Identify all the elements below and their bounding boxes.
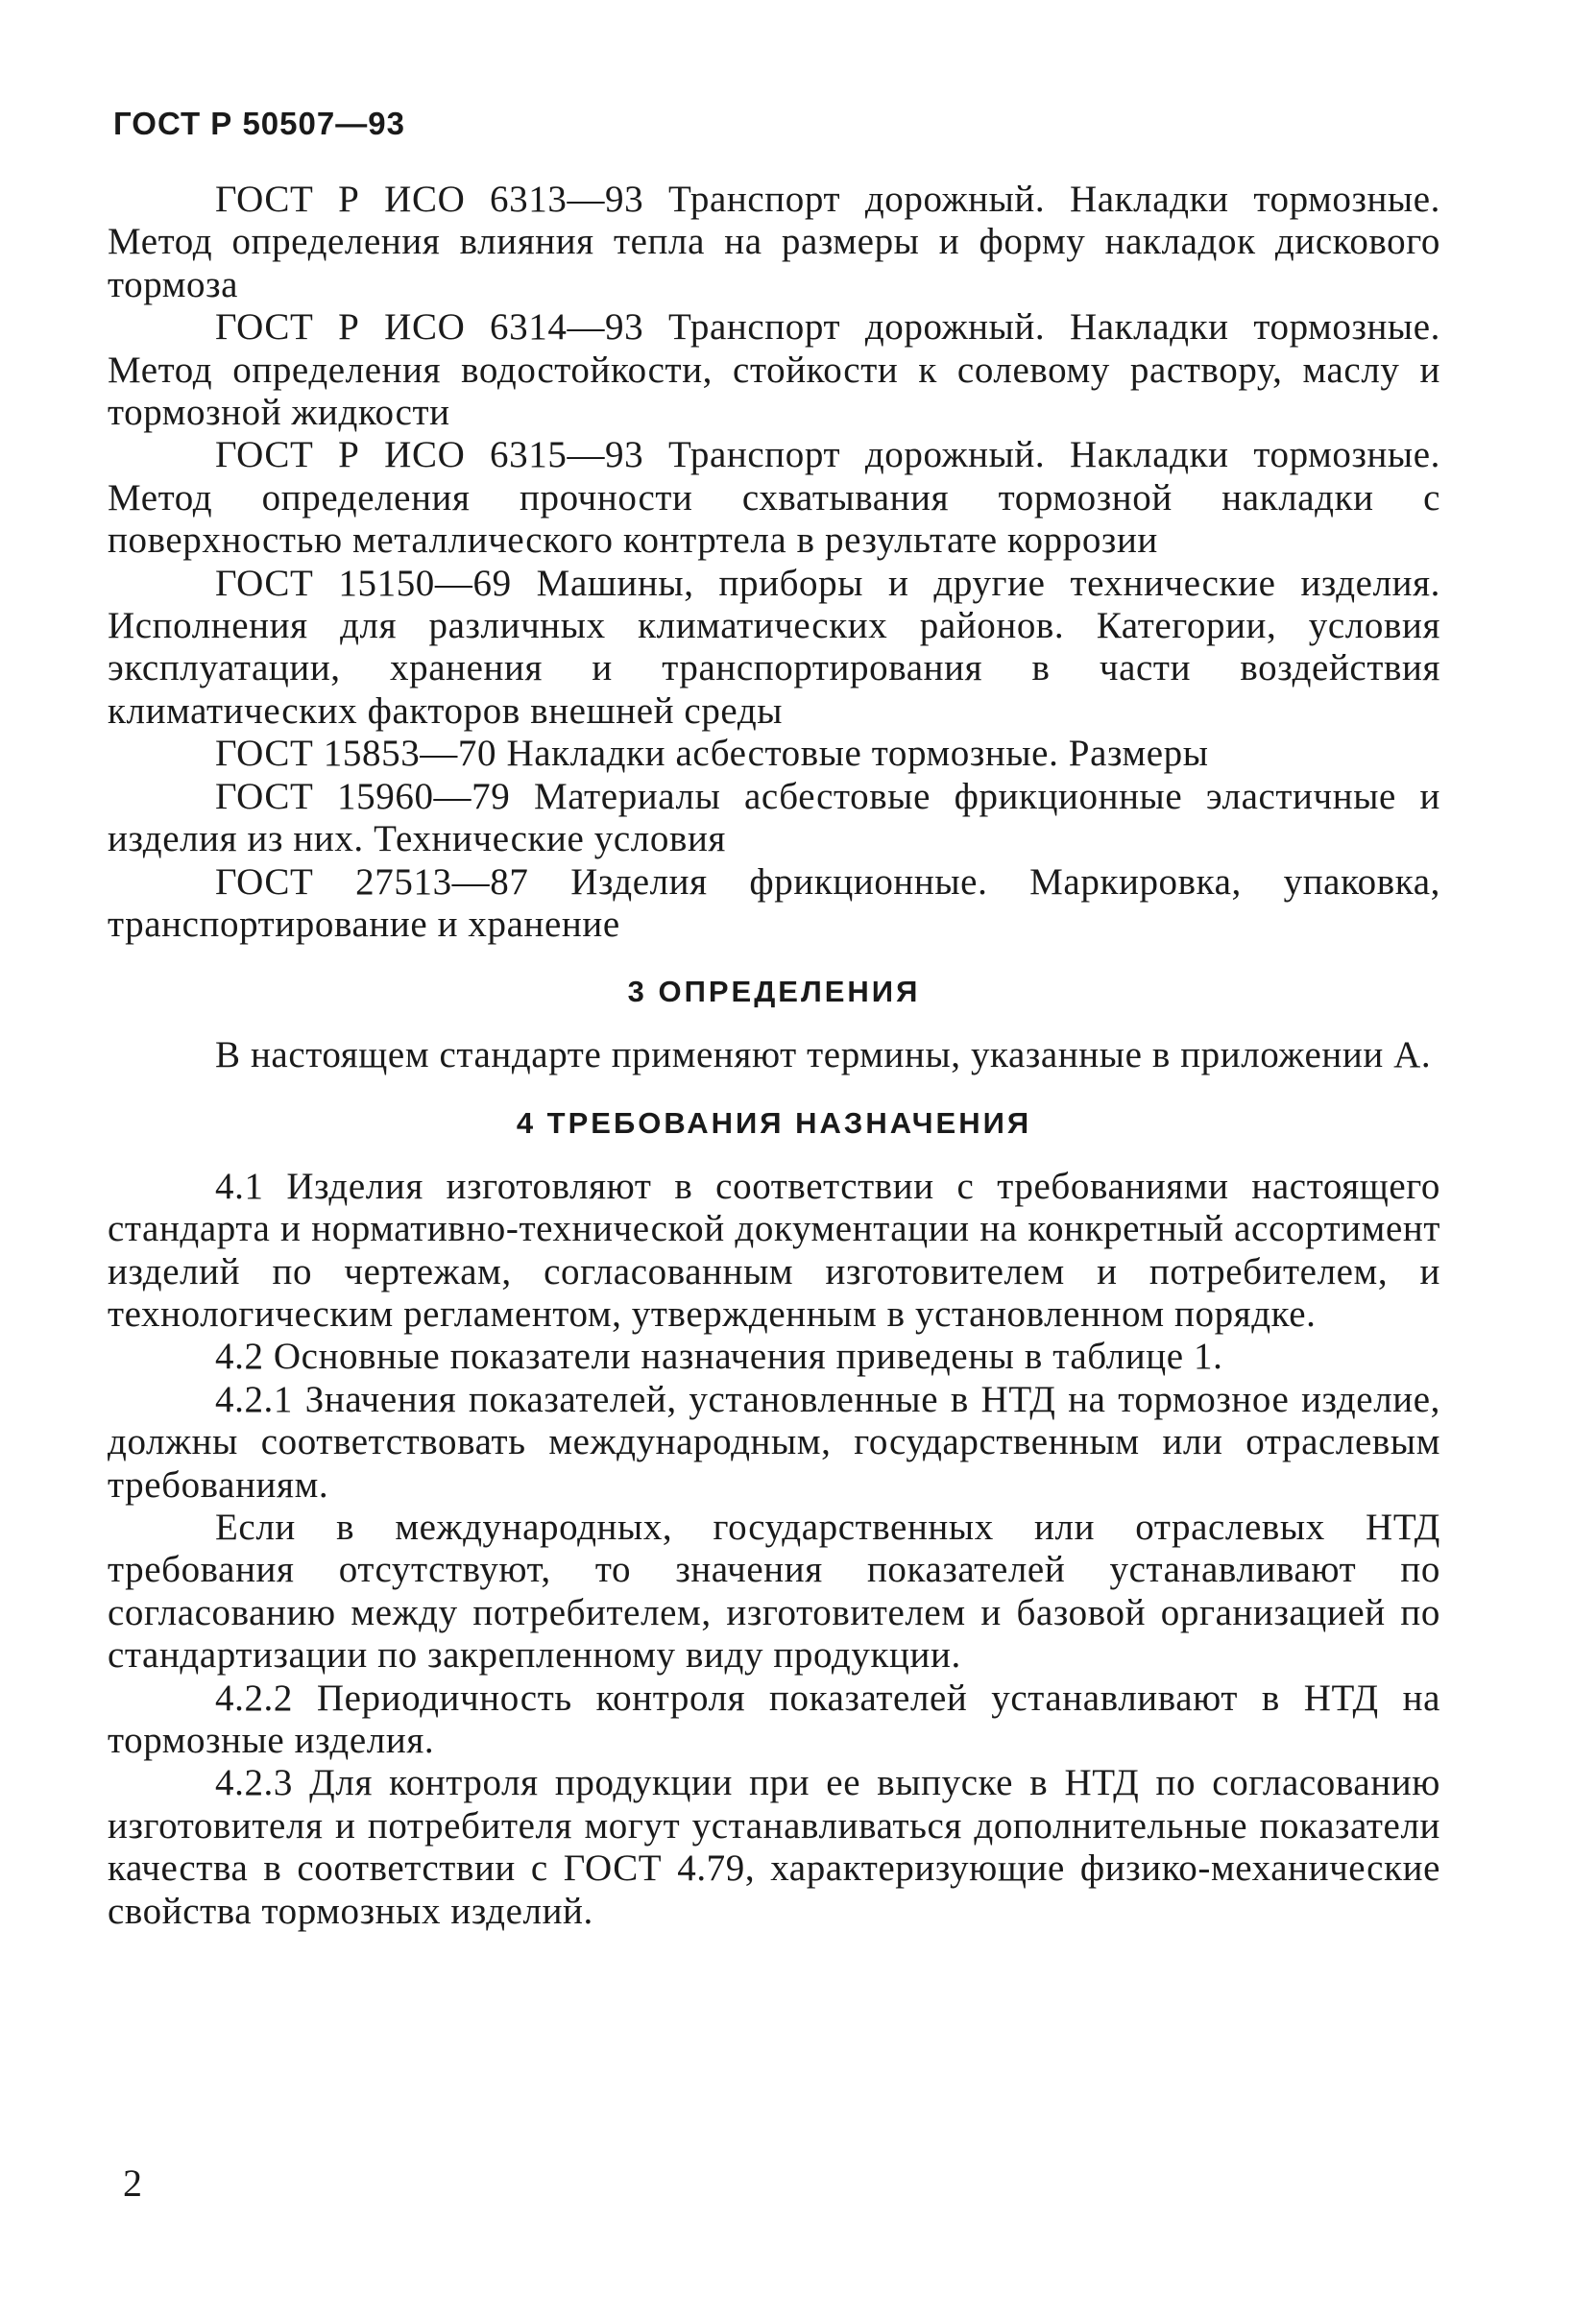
section-3-paragraph: В настоящем стандарте применяют термины, указанные в приложении А. — [215, 1034, 1432, 1076]
document-code-header: ГОСТ Р 50507—93 — [113, 106, 405, 141]
reference-item: ГОСТ 15960—79 Материалы асбестовые фрикционные эластичные и изделия из них. Технические условия — [108, 775, 1440, 860]
reference-item: ГОСТ 15150—69 Машины, приборы и другие технические изделия. Исполнения для различных климатических районов. Категории, условия эксплуатации, хранения и транспортирования в части воздействия климатических факторов внешней среды — [108, 562, 1440, 732]
reference-item: ГОСТ 15853—70 Накладки асбестовые тормозные. Размеры — [215, 733, 1209, 775]
clause-4-2-1: 4.2.1 Значения показателей, установленные в НТД на тормозное изделие, должны соответствовать международным, государственным или отраслевым требованиям. — [108, 1378, 1440, 1506]
clause-4-2-3: 4.2.3 Для контроля продукции при ее выпуске в НТД по согласованию изготовителя и потребителя могут устанавливаться дополнительные показатели качества в соответствии с ГОСТ 4.79, характеризующие физико-механические свойства тормозных изделий. — [108, 1762, 1440, 1932]
page-number: 2 — [123, 2161, 142, 2205]
section-3 — [108, 973, 1440, 1076]
section-4 — [108, 1104, 1440, 1933]
reference-item: ГОСТ Р ИСО 6313—93 Транспорт дорожный. Накладки тормозные. Метод определения влияния тепла на размеры и форму накладок дискового тормоза — [108, 179, 1440, 305]
clause-4-2-2: 4.2.2 Периодичность контроля показателей устанавливают в НТД на тормозные изделия. — [108, 1677, 1440, 1761]
references-list — [108, 179, 1440, 946]
clause-4-1: 4.1 Изделия изготовляют в соответствии с требованиями настоящего стандарта и нормативно-технической документации на конкретный ассортимент изделий по чертежам, согласованным изготовителем и потребителем, и технологическим регламентом, утвержденным в установленном порядке. — [108, 1165, 1440, 1335]
section-3-title: 3 ОПРЕДЕЛЕНИЯ — [627, 975, 921, 1009]
reference-item: ГОСТ Р ИСО 6315—93 Транспорт дорожный. Накладки тормозные. Метод определения прочности схватывания тормозной накладки с поверхностью металлического контртела в результате коррозии — [108, 434, 1440, 562]
page-content — [108, 179, 1440, 1933]
clause-4-2: 4.2 Основные показатели назначения приведены в таблице 1. — [215, 1336, 1223, 1378]
clause-4-2-1-continuation: Если в международных, государственных или отраслевых НТД требования отсутствуют, то значения показателей устанавливают по согласованию между потребителем, изготовителем и базовой организацией по стандартизации по закрепленному виду продукции. — [108, 1506, 1440, 1677]
reference-item: ГОСТ 27513—87 Изделия фрикционные. Маркировка, упаковка, транспортирование и хранение — [108, 860, 1440, 945]
reference-item: ГОСТ Р ИСО 6314—93 Транспорт дорожный. Накладки тормозные. Метод определения водостойкости, стойкости к солевому раствору, маслу и тормозной жидкости — [108, 306, 1440, 434]
section-4-title: 4 ТРЕБОВАНИЯ НАЗНАЧЕНИЯ — [516, 1105, 1032, 1140]
